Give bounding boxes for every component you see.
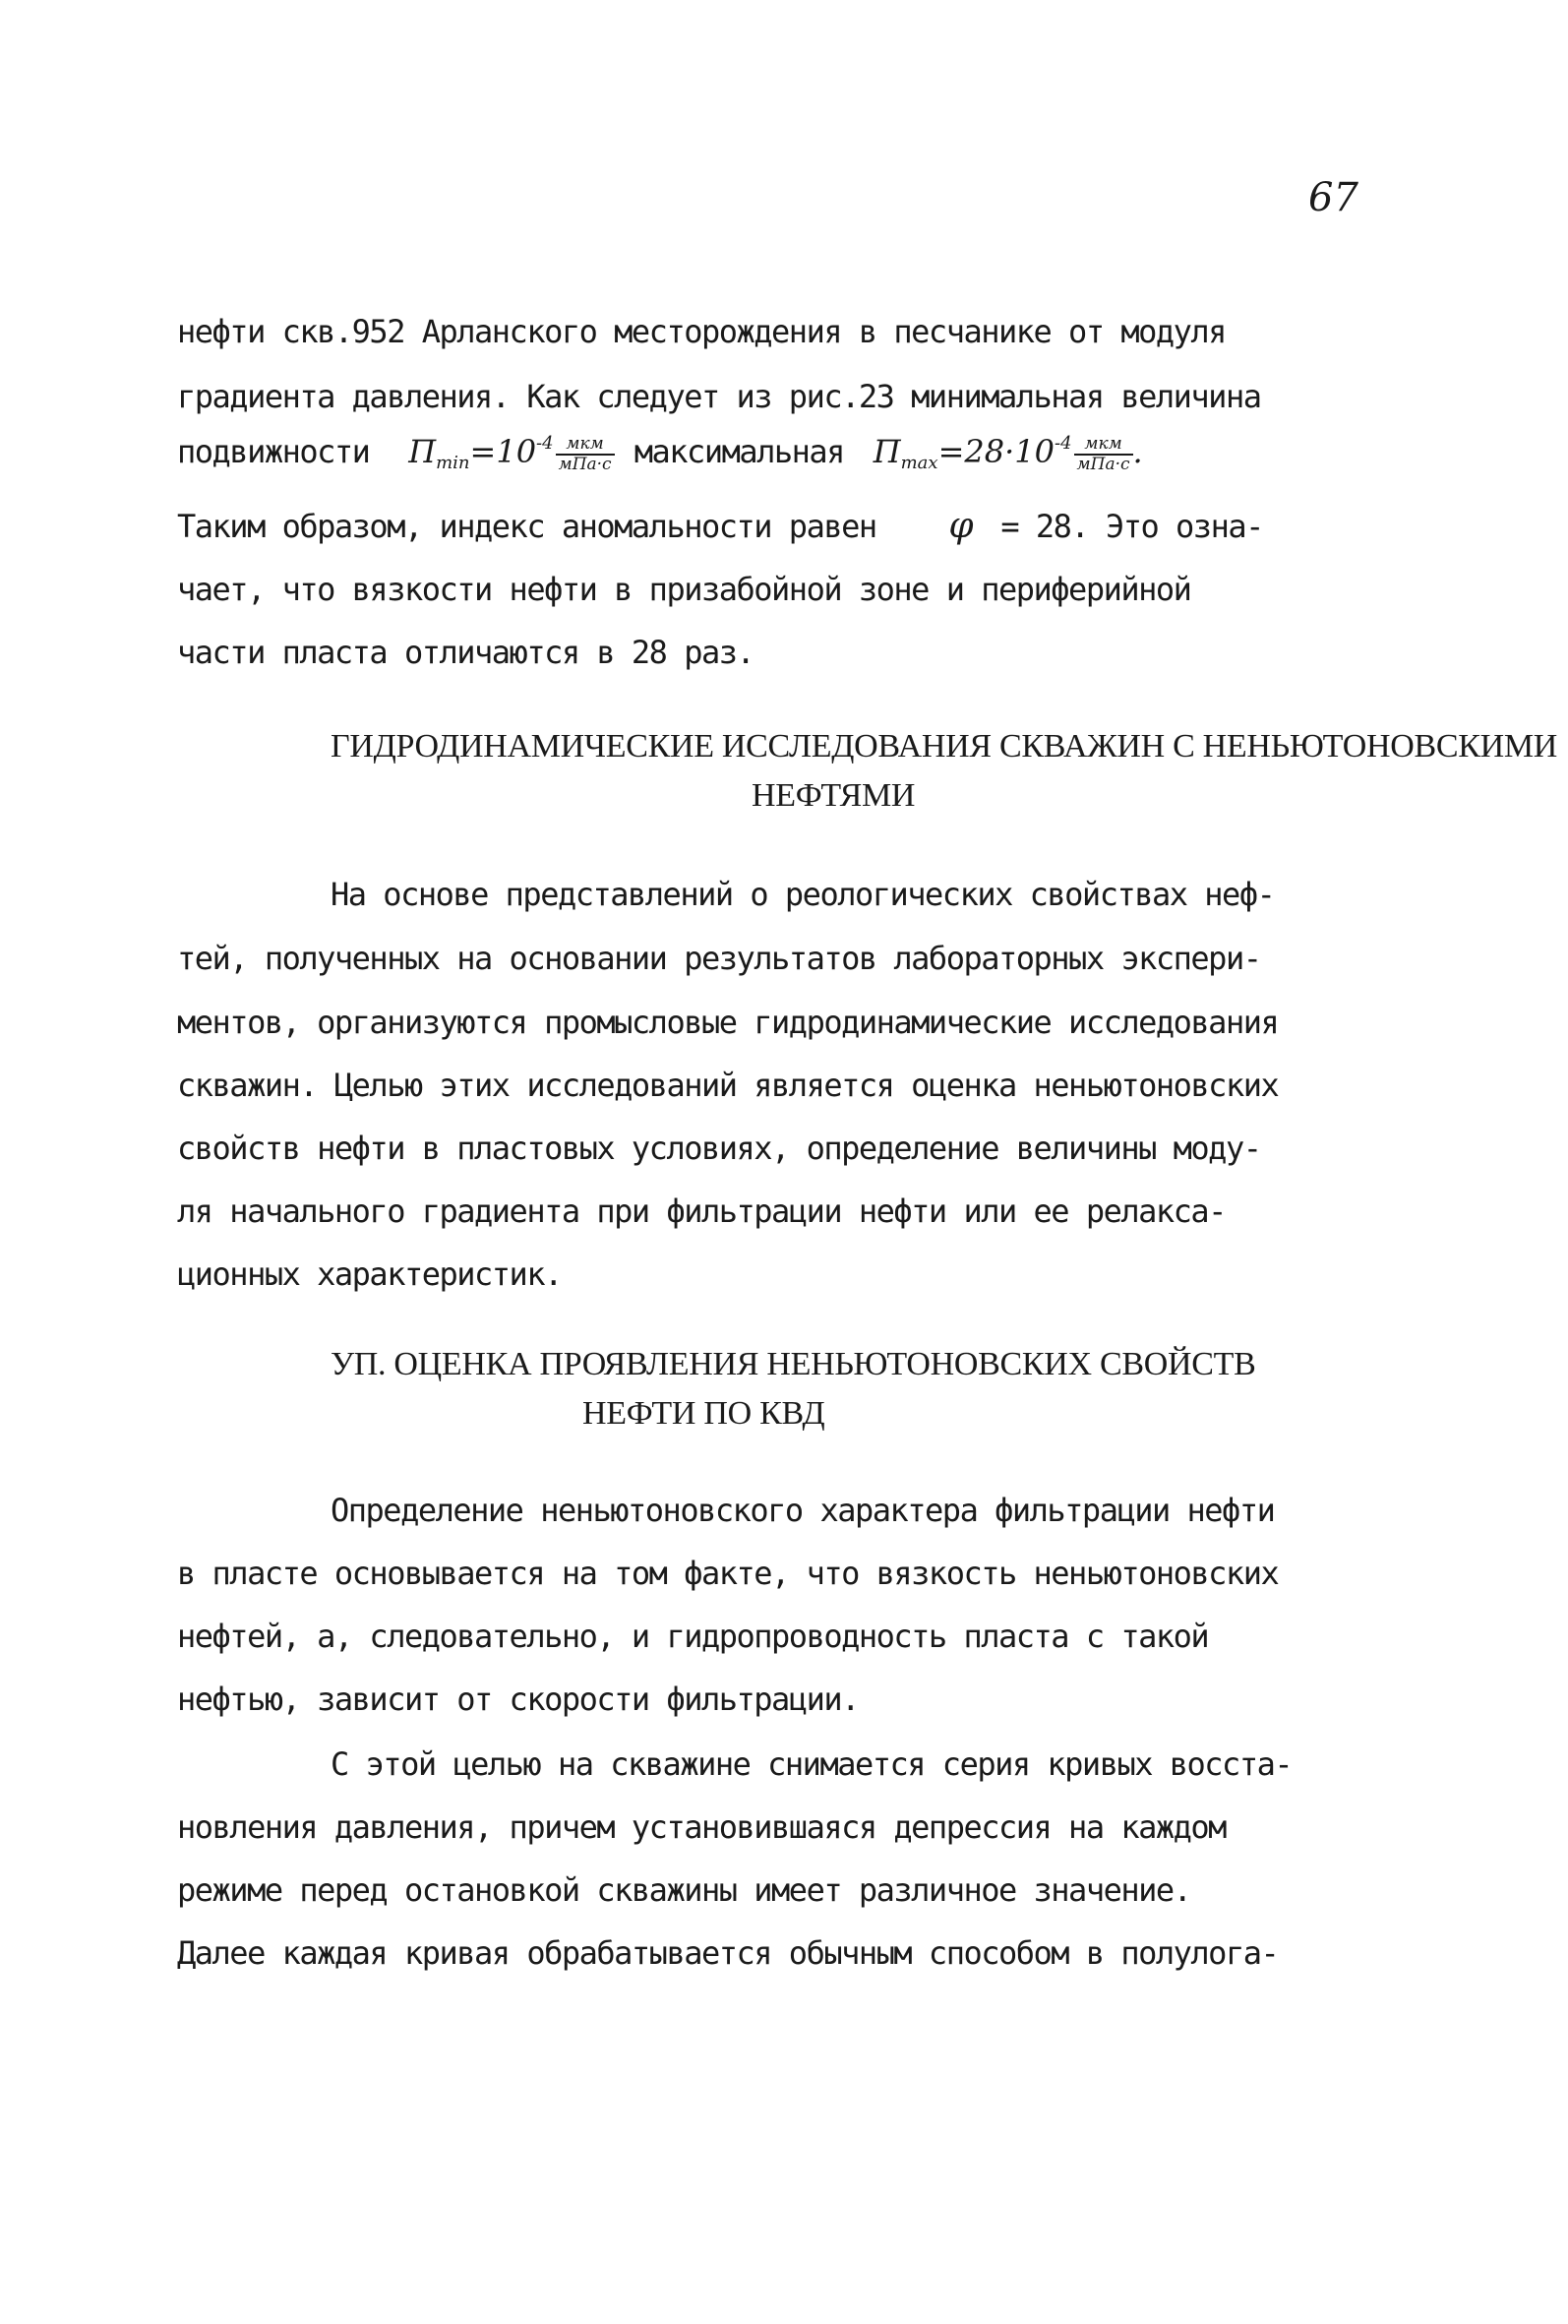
anomaly-index-symbol: φ	[948, 506, 974, 546]
text-line: ционных характеристик.	[177, 1255, 562, 1293]
page-number: 67	[1308, 175, 1358, 220]
text-line: ментов, организуются промысловые гидродинамические исследования	[177, 1004, 1279, 1041]
text-line: градиента давления. Как следует из рис.23 минимальная величина	[177, 378, 1261, 415]
heading-line: УП. ОЦЕНКА ПРОЯВЛЕНИЯ НЕНЬЮТОНОВСКИХ СВОЙСТВ	[331, 1346, 1256, 1382]
text-line: режиме перед остановкой скважины имеет различное значение.	[177, 1871, 1191, 1909]
text-fragment: Таким образом, индекс аномальности равен	[177, 508, 876, 545]
text-line: в пласте основывается на том факте, что вязкость неньютоновских	[177, 1555, 1279, 1592]
formula-exponent: -4	[1054, 433, 1072, 454]
formula-symbol: Π	[408, 433, 437, 470]
text-line: С этой целью на скважине снимается серия кривых восста-	[331, 1745, 1293, 1783]
formula-subscript: max	[900, 453, 938, 473]
text-fragment: = 28. Это озна-	[1000, 508, 1263, 545]
text-line: Далее каждая кривая обрабатывается обычным способом в полулога-	[177, 1934, 1279, 1972]
text-fragment: .	[1132, 433, 1143, 470]
unit-numerator: мкм	[556, 436, 615, 456]
text-line: ля начального градиента при фильтрации нефти или ее релакса-	[177, 1193, 1226, 1230]
text-line: чает, что вязкости нефти в призабойной зоне и периферийной	[177, 571, 1191, 608]
unit-fraction	[1074, 433, 1133, 474]
mobility-max-formula	[873, 433, 1143, 474]
text-line: свойств нефти в пластовых условиях, определение величины моду-	[177, 1130, 1261, 1167]
formula-line	[177, 433, 1143, 473]
heading-line: НЕФТИ ПО КВД	[582, 1395, 825, 1432]
text-line: На основе представлений о реологических свойствах неф-	[331, 876, 1275, 913]
formula-subscript: min	[436, 453, 470, 473]
unit-denominator: мПа·с	[558, 454, 612, 474]
text-line	[177, 506, 1263, 546]
heading-line: ГИДРОДИНАМИЧЕСКИЕ ИССЛЕДОВАНИЯ СКВАЖИН С НЕНЬЮТОНОВСКИМИ	[331, 728, 1558, 764]
text-line: тей, полученных на основании результатов лабораторных экспери-	[177, 940, 1261, 977]
text-line: скважин. Целью этих исследований является оценка неньютоновских	[177, 1067, 1279, 1104]
mobility-min-formula	[408, 433, 625, 474]
text-line: нефтью, зависит от скорости фильтрации.	[177, 1681, 859, 1718]
text-line: части пласта отличаются в 28 раз.	[177, 634, 754, 671]
formula-value: =10	[469, 433, 537, 470]
text-fragment: подвижности	[177, 433, 370, 470]
heading-line: НЕФТЯМИ	[752, 777, 916, 814]
formula-exponent: -4	[536, 433, 554, 454]
formula-value: =28·10	[937, 433, 1055, 470]
unit-numerator: мкм	[1074, 436, 1133, 456]
text-line: новления давления, причем установившаяся депрессия на каждом	[177, 1808, 1226, 1846]
unit-denominator: мПа·с	[1076, 454, 1130, 474]
unit-fraction	[556, 433, 615, 474]
text-line: Определение неньютоновского характера фильтрации нефти	[331, 1492, 1275, 1529]
text-fragment: максимальная	[633, 433, 844, 470]
text-line: нефтей, а, следовательно, и гидропроводность пласта с такой	[177, 1618, 1209, 1655]
formula-symbol: Π	[873, 433, 901, 470]
text-line: нефти скв.952 Арланского месторождения в песчанике от модуля	[177, 313, 1226, 350]
